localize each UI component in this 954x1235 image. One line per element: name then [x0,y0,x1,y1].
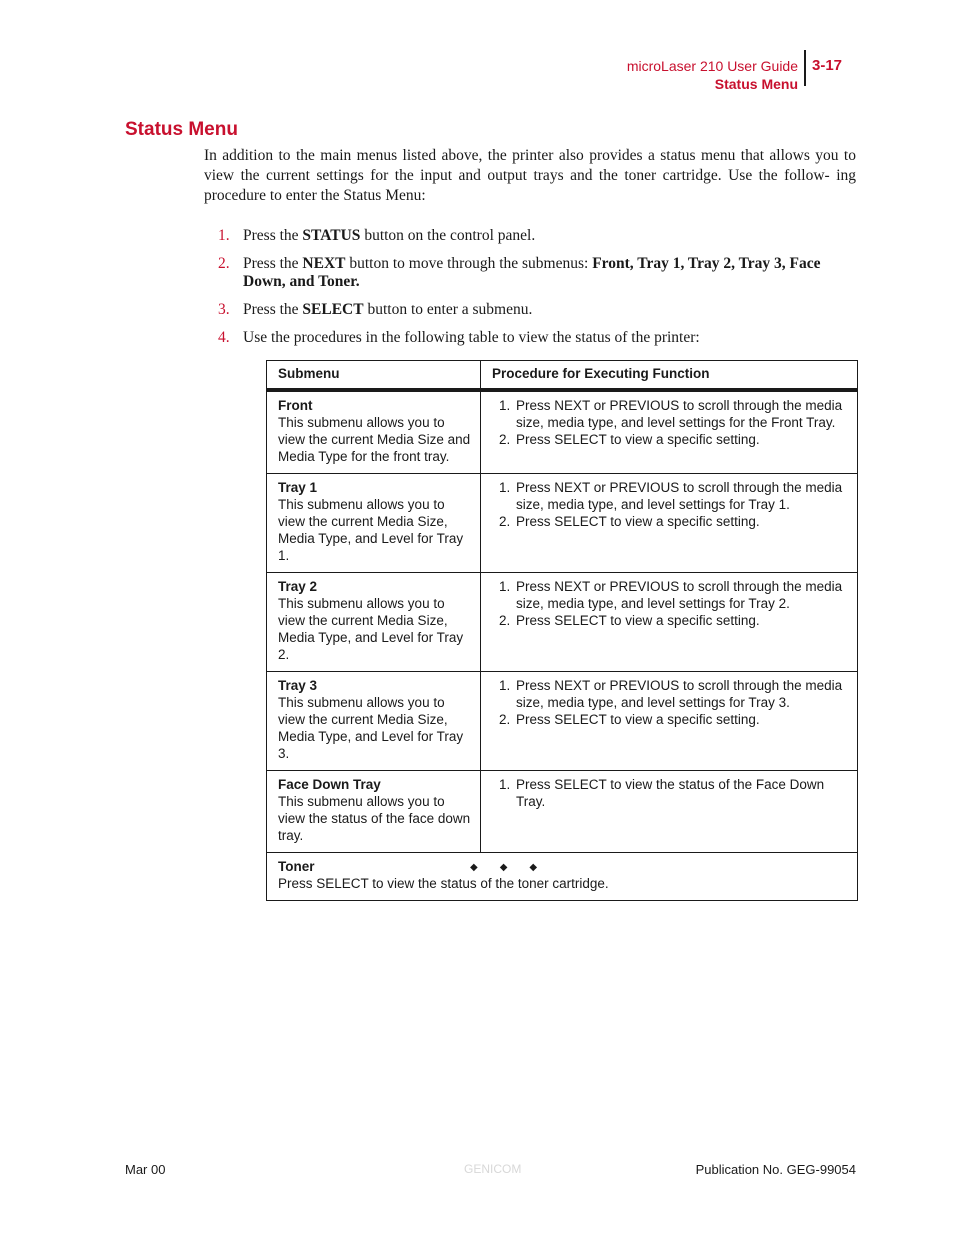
procedure-list [492,578,849,629]
submenu-name: Tray 3 [278,678,318,693]
diamond-icon: ◆ [470,862,478,873]
step-submenus: Front, Tray 1, Tray 2, Tray 3, Face Down, and Toner. [243,255,821,290]
procedure-step: 1. Press SELECT to view the status of the Face Down Tray. [514,776,849,810]
step-keyword: NEXT [302,255,346,272]
step-text: Press the [243,255,303,272]
step-text: Press the [243,227,303,244]
procedure-step: 2. Press SELECT to view a specific setting. [514,711,849,728]
running-header [627,57,798,93]
table-row [267,672,858,771]
step-text: Press the [243,301,303,318]
procedure-step: 2. Press SELECT to view a specific setting. [514,513,849,530]
submenu-description: This submenu allows you to view the current Media Size, Media Type, and Level for Tray 1. [278,497,464,563]
submenu-cell [267,672,481,771]
procedure-cell [481,672,858,771]
procedure-step: 1. Press NEXT or PREVIOUS to scroll through the media size, media type, and level settings for Tray 2. [514,578,849,612]
table-row-toner [267,853,858,901]
submenu-description: This submenu allows you to view the current Media Size and Media Type for the front tray. [278,415,471,464]
submenu-name: Face Down Tray [278,777,381,792]
table-row [267,390,858,474]
procedure-list [492,677,849,728]
table-row [267,573,858,672]
steps-list [204,227,856,357]
step-number: 3. [218,301,230,318]
procedure-cell [481,390,858,474]
step-item [204,301,856,319]
procedure-step: 1. Press NEXT or PREVIOUS to scroll through the media size, media type, and level settings for Tray 3. [514,677,849,711]
step-item [204,329,856,347]
step-text: button to enter a submenu. [363,301,533,318]
diamond-icon: ◆ [499,862,508,873]
procedure-step: 2. Press SELECT to view a specific setting. [514,431,849,448]
footer-watermark: GENICOM [464,1162,522,1176]
section-end-ornament [470,862,559,873]
step-text: button to move through the submenus: [345,255,593,272]
step-keyword: SELECT [302,301,364,318]
submenu-description: This submenu allows you to view the current Media Size, Media Type, and Level for Tray 2. [278,596,464,662]
submenu-name: Tray 1 [278,480,318,495]
step-item [204,255,856,291]
step-text: Use the procedures in the following table to view the status of the printer: [243,329,700,346]
status-menu-table [266,360,858,901]
footer-publication: Publication No. GEG-99054 [695,1162,856,1177]
procedure-cell [481,573,858,672]
header-section-title: Status Menu [714,76,798,92]
procedure-cell [481,771,858,853]
step-number: 2. [218,255,230,272]
diamond-icon: ◆ [529,862,538,873]
toner-cell [267,853,858,901]
header-divider [804,50,806,86]
header-guide-title: microLaser 210 User Guide [626,58,798,74]
submenu-cell [267,573,481,672]
step-text: button on the control panel. [360,227,536,244]
submenu-description: This submenu allows you to view the status of the face down tray. [278,794,471,843]
submenu-description: This submenu allows you to view the current Media Size, Media Type, and Level for Tray 3. [278,695,464,761]
submenu-name: Tray 2 [278,579,318,594]
submenu-cell [267,474,481,573]
procedure-step: 1. Press NEXT or PREVIOUS to scroll through the media size, media type, and level settings for Tray 1. [514,479,849,513]
page-number: 3-17 [812,57,843,74]
procedure-step: 1. Press NEXT or PREVIOUS to scroll through the media size, media type, and level settings for the Front Tray. [514,397,849,431]
column-header-submenu: Submenu [267,361,481,391]
table-header-row [267,361,858,391]
submenu-cell [267,771,481,853]
step-keyword: STATUS [302,227,361,244]
step-number: 4. [218,329,230,346]
submenu-description: Press SELECT to view the status of the toner cartridge. [278,876,609,891]
table-row [267,474,858,573]
page-title: Status Menu [125,119,238,140]
procedure-list [492,397,849,448]
procedure-list [492,479,849,530]
table-row [267,771,858,853]
procedure-cell [481,474,858,573]
submenu-name: Front [278,398,313,413]
procedure-list [492,776,849,810]
intro-paragraph: In addition to the main menus listed above, the printer also provides a status menu that allows you to view the current settings for the input and output trays and the toner cartridge. Use the follow- ing procedure to enter the Status Menu: [204,147,856,204]
submenu-cell [267,390,481,474]
step-item [204,227,856,245]
column-header-procedure: Procedure for Executing Function [481,361,858,391]
submenu-name: Toner [278,859,315,874]
procedure-step: 2. Press SELECT to view a specific setting. [514,612,849,629]
footer-date: Mar 00 [125,1162,166,1177]
step-number: 1. [218,227,230,244]
